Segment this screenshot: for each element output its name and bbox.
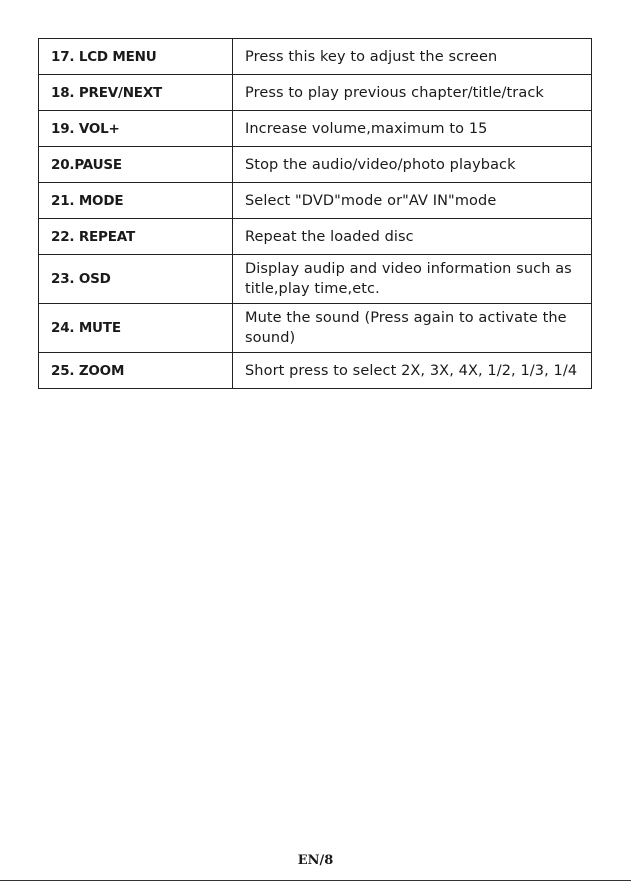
key-description: Increase volume,maximum to 15 xyxy=(233,111,592,147)
key-description: Stop the audio/video/photo playback xyxy=(233,147,592,183)
key-name: 24. MUTE xyxy=(39,304,233,353)
footer-divider xyxy=(0,880,631,881)
key-description: Mute the sound (Press again to activate the sound) xyxy=(233,304,592,353)
key-name: 20.PAUSE xyxy=(39,147,233,183)
table-row xyxy=(39,353,592,389)
table-row xyxy=(39,75,592,111)
page-number: EN/8 xyxy=(297,853,334,868)
key-function-table xyxy=(38,38,592,389)
key-description: Press to play previous chapter/title/track xyxy=(233,75,592,111)
table-row xyxy=(39,219,592,255)
key-description: Select "DVD"mode or"AV IN"mode xyxy=(233,183,592,219)
table-row xyxy=(39,255,592,304)
key-name: 21. MODE xyxy=(39,183,233,219)
key-description: Repeat the loaded disc xyxy=(233,219,592,255)
key-name: 25. ZOOM xyxy=(39,353,233,389)
key-name: 23. OSD xyxy=(39,255,233,304)
table-row xyxy=(39,39,592,75)
table-row xyxy=(39,147,592,183)
table-row xyxy=(39,304,592,353)
key-name: 22. REPEAT xyxy=(39,219,233,255)
key-name: 18. PREV/NEXT xyxy=(39,75,233,111)
table-row xyxy=(39,111,592,147)
key-description: Press this key to adjust the screen xyxy=(233,39,592,75)
key-description: Short press to select 2X, 3X, 4X, 1/2, 1/3, 1/4 xyxy=(233,353,592,389)
table-row xyxy=(39,183,592,219)
key-name: 17. LCD MENU xyxy=(39,39,233,75)
key-name: 19. VOL+ xyxy=(39,111,233,147)
key-description: Display audip and video information such as title,play time,etc. xyxy=(233,255,592,304)
